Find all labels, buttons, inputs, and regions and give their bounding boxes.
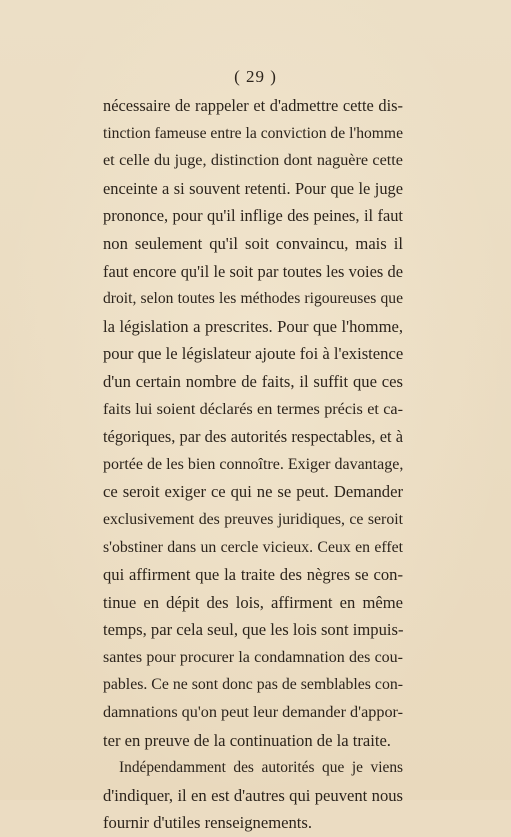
- text-line: santes pour procurer la condamnation des cou-: [103, 648, 403, 666]
- page-number: ( 29 ): [234, 67, 277, 86]
- text-line: faits lui soient déclarés en termes précis et ca-: [103, 399, 403, 418]
- text-line: tinction fameuse entre la conviction de l'homme: [103, 124, 403, 142]
- text-line: qui affirment que la traite des nègres se con-: [103, 565, 403, 585]
- text-line: droit, selon toutes les méthodes rigoureuses que: [103, 290, 403, 308]
- text-line: tinue en dépit des lois, affirment en même: [103, 592, 403, 612]
- text-line: s'obstiner dans un cercle vicieux. Ceux en effet: [103, 538, 403, 556]
- text-line: d'un certain nombre de faits, il suffit que ces: [103, 371, 403, 391]
- text-line: fournir d'utiles renseignements.: [103, 813, 312, 833]
- text-line: ter en preuve de la continuation de la traite.: [103, 730, 391, 750]
- text-line: Indépendamment des autorités que je viens: [119, 759, 403, 777]
- body-text: [103, 92, 403, 837]
- text-line: et celle du juge, distinction dont naguère cette: [103, 151, 403, 170]
- text-line: d'indiquer, il en est d'autres qui peuvent nous: [103, 785, 403, 805]
- text-line: nécessaire de rappeler et d'admettre cette dis-: [103, 96, 403, 115]
- text-line: pour que le législateur ajoute foi à l'existence: [103, 344, 404, 364]
- text-line: enceinte a si souvent retenti. Pour que le juge: [103, 178, 403, 198]
- paragraph-1: [103, 92, 403, 754]
- text-line: pables. Ce ne sont donc pas de semblables con-: [103, 676, 403, 694]
- text-line: ce seroit exiger ce qui ne se peut. Demander: [103, 482, 403, 502]
- text-line: faut encore qu'il le soit par toutes les voies de: [103, 261, 403, 281]
- text-line: non seulement qu'il soit convaincu, mais il: [103, 233, 403, 253]
- text-line: damnations qu'on peut leur demander d'appor-: [103, 703, 403, 722]
- text-line: temps, par cela seul, que les lois sont impuis-: [103, 620, 404, 640]
- paragraph-2: [103, 754, 403, 837]
- text-line: tégoriques, par des autorités respectables, et à: [103, 427, 403, 447]
- text-line: exclusivement des preuves juridiques, ce seroit: [103, 510, 403, 528]
- text-line: la législation a prescrites. Pour que l'homme,: [103, 316, 403, 336]
- text-line: portée de les bien connoître. Exiger davantage,: [103, 455, 404, 473]
- text-line: prononce, pour qu'il inflige des peines, il faut: [103, 206, 403, 226]
